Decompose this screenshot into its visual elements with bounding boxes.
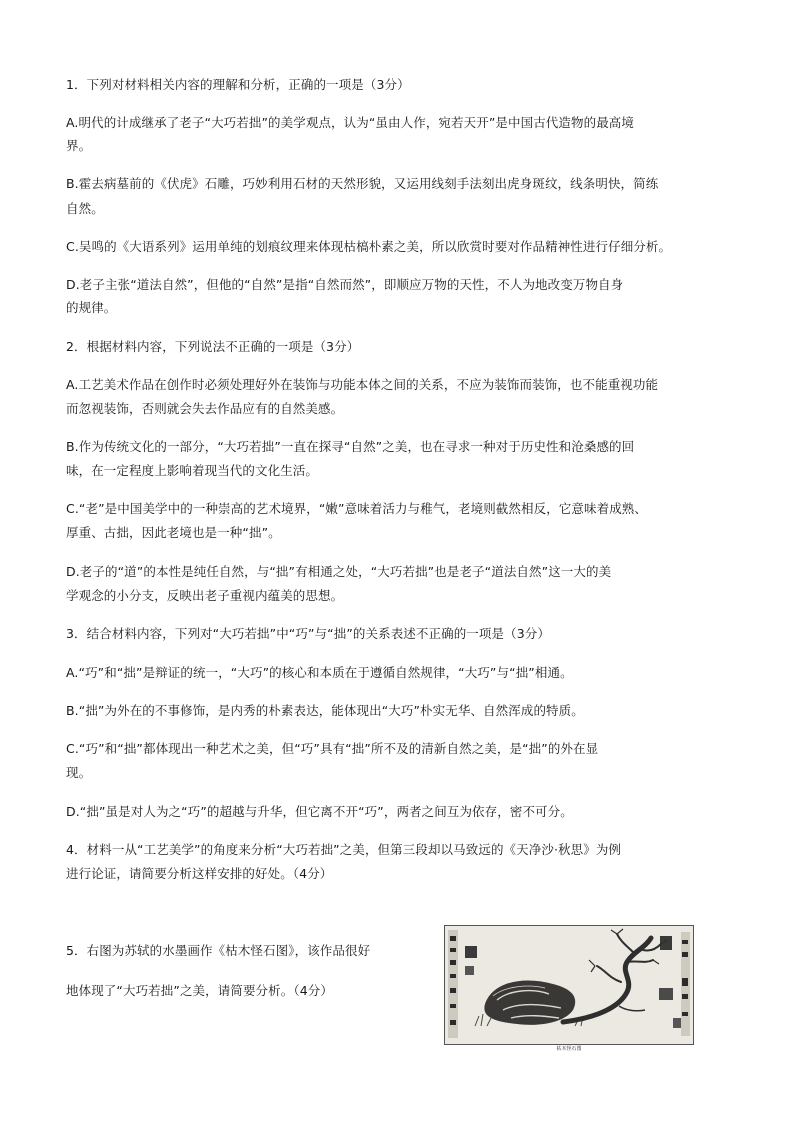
ink-painting-icon xyxy=(445,926,693,1044)
question-3-option-c-cont: 现。 xyxy=(66,765,92,780)
question-2-stem: 2．根据材料内容，下列说法不正确的一项是（3分） xyxy=(66,339,360,354)
question-2-option-c: C.“老”是中国美学中的一种崇高的艺术境界，“嫩”意味着活力与稚气，老境则截然相反，它意味着成熟、 xyxy=(66,501,648,516)
question-1-option-d: D.老子主张“道法自然”，但他的“自然”是指“自然而然”，即顺应万物的天性，不人为地改变万物自身 xyxy=(66,277,624,292)
painting-caption: 枯木怪石图 xyxy=(556,1046,582,1052)
question-2-option-d-cont: 学观念的小分支，反映出老子重视内蕴美的思想。 xyxy=(66,588,344,603)
question-5-stem: 5．右图为苏轼的水墨画作《枯木怪石图》，该作品很好 xyxy=(66,943,371,958)
question-2-option-a-cont: 而忽视装饰，否则就会失去作品应有的自然美感。 xyxy=(66,401,344,416)
question-2-option-c-cont: 厚重、古拙，因此老境也是一种“拙”。 xyxy=(66,525,281,540)
question-1-option-a: A.明代的计成继承了老子“大巧若拙”的美学观点，认为“虽由人作，宛若天开”是中国古代造物的最高境 xyxy=(66,115,635,130)
question-1-option-b-cont: 自然。 xyxy=(66,201,104,216)
question-2-option-b: B.作为传统文化的一部分，“大巧若拙”一直在探寻“自然”之美，也在寻求一种对于历史性和沧桑感的回 xyxy=(66,439,635,454)
question-1-option-c: C.吴鸣的《大语系列》运用单纯的划痕纹理来体现枯槁朴素之美，所以欣赏时要对作品精神性进行仔细分析。 xyxy=(66,239,672,254)
question-2-option-d: D.老子的“道”的本性是纯任自然，与“拙”有相通之处，“大巧若拙”也是老子“道法自然”这一大的美 xyxy=(66,564,612,579)
question-4-stem-cont: 进行论证，请简要分析这样安排的好处。（4分） xyxy=(66,866,333,881)
question-3-option-b: B.“拙”为外在的不事修饰，是内秀的朴素表达，能体现出“大巧”朴实无华、自然浑成的特质。 xyxy=(66,703,584,718)
question-1-stem: 1．下列对材料相关内容的理解和分析，正确的一项是（3分） xyxy=(66,77,410,92)
question-1-option-a-cont: 界。 xyxy=(66,138,92,153)
question-1-option-d-cont: 的规律。 xyxy=(66,300,117,315)
painting-figure xyxy=(444,925,694,1050)
painting-frame xyxy=(444,925,694,1045)
question-4-stem: 4．材料一从“工艺美学”的角度来分析“大巧若拙”之美，但第三段却以马致远的《天净沙·秋思》为例 xyxy=(66,842,622,857)
question-3-option-a: A.“巧”和“拙”是辩证的统一，“大巧”的核心和本质在于遵循自然规律，“大巧”与“拙”相通。 xyxy=(66,665,573,680)
question-2-option-b-cont: 味，在一定程度上影响着现当代的文化生活。 xyxy=(66,463,319,478)
question-3-stem: 3．结合材料内容，下列对“大巧若拙”中“巧”与“拙”的关系表述不正确的一项是（3分） xyxy=(66,626,550,641)
question-3-option-c: C.“巧”和“拙”都体现出一种艺术之美，但“巧”具有“拙”所不及的清新自然之美，是“拙”的外在显 xyxy=(66,741,599,756)
question-5-stem-cont: 地体现了“大巧若拙”之美，请简要分析。（4分） xyxy=(66,983,333,998)
question-1-option-b: B.霍去病墓前的《伏虎》石雕，巧妙利用石材的天然形貌，又运用线刻手法刻出虎身斑纹，线条明快，简练 xyxy=(66,176,659,191)
question-2-option-a: A.工艺美术作品在创作时必须处理好外在装饰与功能本体之间的关系，不应为装饰而装饰，也不能重视功能 xyxy=(66,377,659,392)
question-3-option-d: D.“拙”虽是对人为之“巧”的超越与升华，但它离不开“巧”，两者之间互为依存，密不可分。 xyxy=(66,804,573,819)
